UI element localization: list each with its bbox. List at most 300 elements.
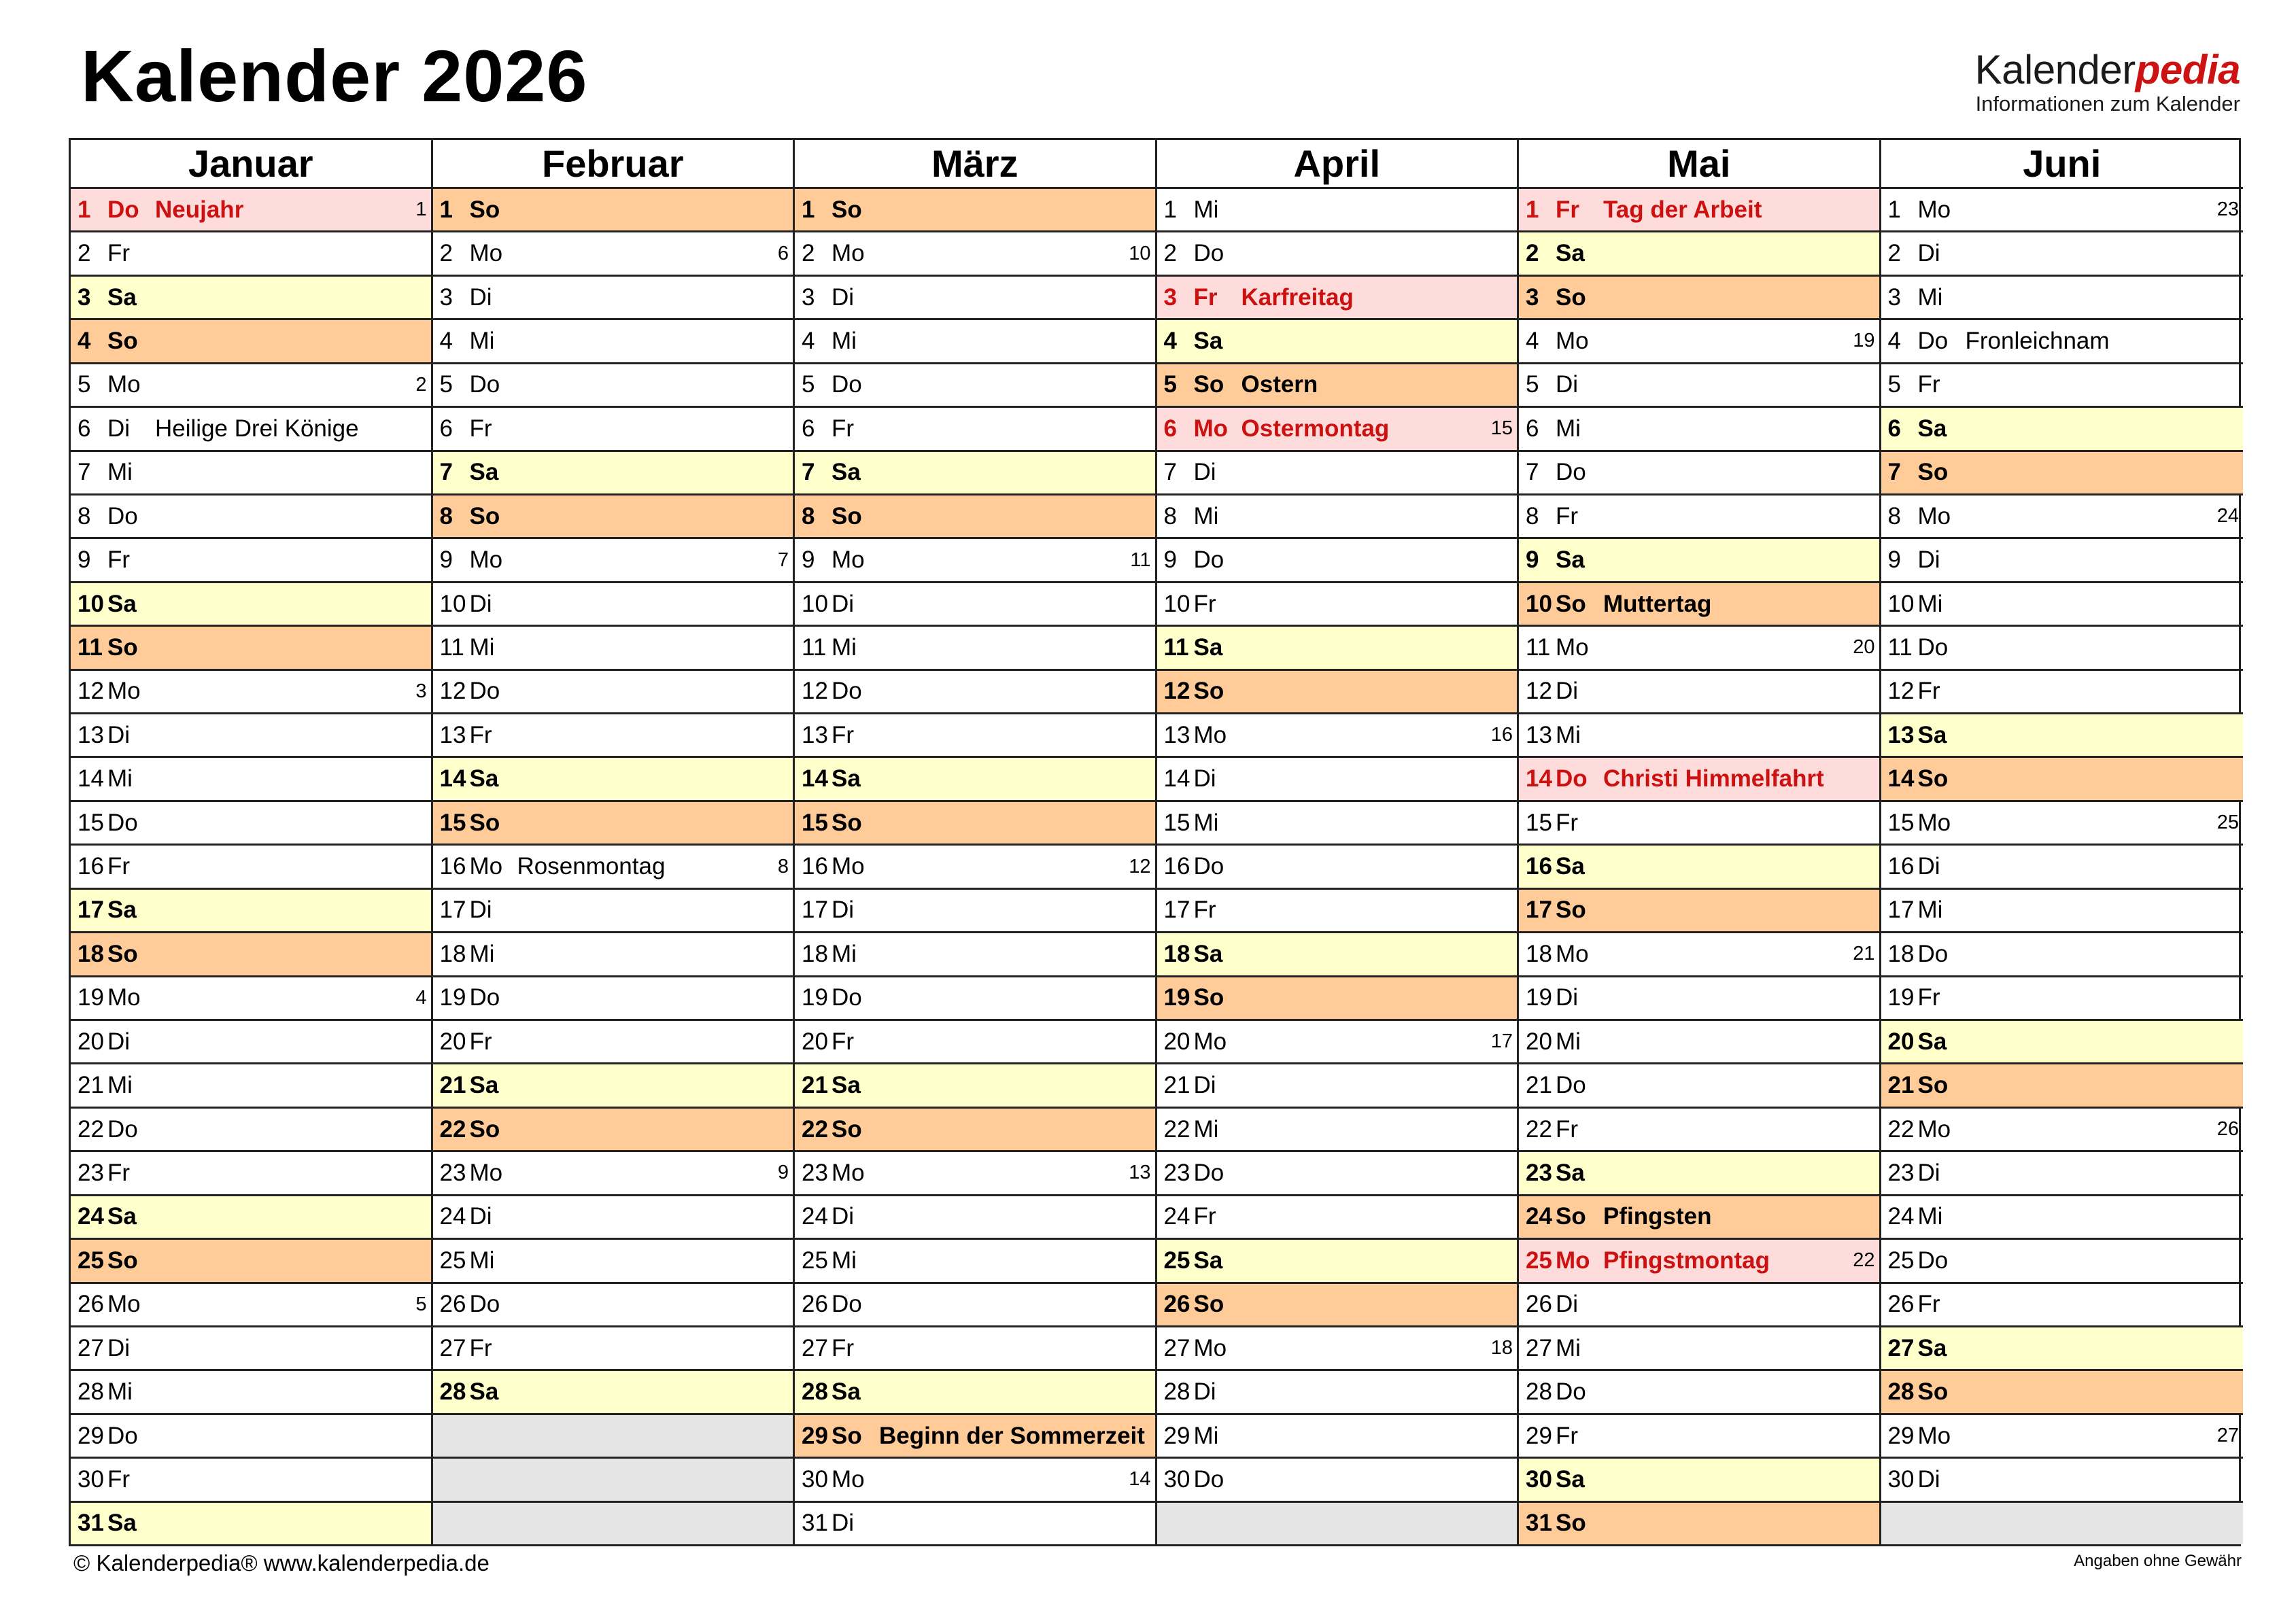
day-number: 17: [439, 897, 466, 924]
day-row: [1519, 232, 1879, 276]
day-row: [1519, 408, 1879, 451]
weekday: Do: [1556, 765, 1588, 793]
day-row: [1157, 933, 1518, 977]
day-number: 24: [78, 1203, 104, 1230]
day-list: [795, 189, 1155, 1544]
day-number: 28: [439, 1378, 466, 1406]
day-row: [795, 364, 1155, 408]
month-header: Februar: [433, 140, 793, 189]
day-number: 19: [1887, 984, 1915, 1011]
day-number: 5: [1163, 371, 1177, 398]
weekday: Sa: [832, 1072, 861, 1099]
day-row: [795, 320, 1155, 364]
weekday: Mi: [1917, 283, 1943, 311]
day-number: 25: [78, 1247, 104, 1274]
day-number: 22: [1163, 1115, 1190, 1143]
day-row: [433, 1196, 793, 1240]
day-row: [71, 1021, 431, 1064]
week-number: 26: [2216, 1118, 2239, 1141]
week-number: 7: [777, 549, 789, 571]
day-row: [433, 277, 793, 320]
holiday-label: Muttertag: [1603, 590, 1712, 617]
weekday: Mo: [1556, 327, 1589, 354]
day-row: [433, 583, 793, 627]
weekday: Fr: [1917, 371, 1940, 398]
day-number: 28: [1163, 1378, 1190, 1406]
weekday: So: [1556, 283, 1586, 311]
day-number: 11: [1163, 633, 1189, 661]
weekday: Do: [107, 809, 138, 836]
day-row: [71, 671, 431, 714]
day-number: 3: [802, 283, 815, 311]
day-row: [1881, 1327, 2244, 1371]
day-number: 27: [78, 1334, 104, 1361]
weekday: Do: [1917, 327, 1949, 354]
day-row: [1519, 277, 1879, 320]
day-row: [1157, 1284, 1518, 1327]
weekday: Mi: [832, 327, 857, 354]
weekday: Di: [1917, 240, 1940, 267]
day-row: [71, 539, 431, 583]
day-row: [1519, 1109, 1879, 1152]
day-row: [71, 933, 431, 977]
month-header: April: [1157, 140, 1518, 189]
day-number: 6: [78, 415, 91, 442]
day-row: [433, 1109, 793, 1152]
day-number: 13: [1163, 721, 1190, 748]
weekday: Do: [1917, 633, 1949, 661]
day-row: [1519, 1415, 1879, 1459]
day-row: [433, 539, 793, 583]
day-number: 5: [802, 371, 815, 398]
day-number: 10: [1163, 590, 1190, 617]
weekday: Mi: [832, 633, 857, 661]
weekday: Do: [1193, 1159, 1224, 1186]
day-row: [433, 714, 793, 758]
day-number: 10: [1887, 590, 1915, 617]
weekday: Di: [469, 897, 492, 924]
day-row: [433, 452, 793, 495]
empty-day-cell: [433, 1503, 793, 1544]
week-number: 3: [415, 680, 427, 702]
weekday: Sa: [1556, 1465, 1585, 1493]
weekday: Do: [107, 502, 138, 529]
day-number: 24: [802, 1203, 828, 1230]
day-row: [1881, 189, 2244, 232]
weekday: Sa: [1917, 1334, 1947, 1361]
weekday: Do: [832, 371, 862, 398]
weekday: Mi: [1193, 1115, 1219, 1143]
weekday: Do: [832, 984, 862, 1011]
weekday: Mi: [832, 940, 857, 967]
month-column-januar: [71, 140, 433, 1544]
day-row: [1519, 802, 1879, 846]
day-number: 22: [78, 1115, 104, 1143]
weekday: Sa: [1917, 415, 1947, 442]
day-row: [795, 627, 1155, 670]
day-row: [1157, 671, 1518, 714]
weekday: Mi: [1193, 1422, 1219, 1449]
day-number: 6: [1526, 415, 1539, 442]
weekday: So: [1556, 897, 1586, 924]
empty-day-cell: [433, 1415, 793, 1459]
day-row: [1881, 1109, 2244, 1152]
weekday: Mi: [1917, 1203, 1943, 1230]
day-number: 26: [78, 1291, 104, 1318]
day-row: [1157, 320, 1518, 364]
day-number: 15: [439, 809, 466, 836]
day-row: [1519, 1240, 1879, 1283]
day-number: 20: [1526, 1028, 1552, 1055]
day-row: [71, 495, 431, 539]
day-number: 5: [1887, 371, 1901, 398]
day-row: [795, 977, 1155, 1021]
weekday: Sa: [832, 459, 861, 486]
day-number: 20: [439, 1028, 466, 1055]
day-row: [1881, 364, 2244, 408]
day-row: [71, 977, 431, 1021]
day-number: 19: [1163, 984, 1190, 1011]
weekday: Mi: [107, 1378, 133, 1406]
day-number: 11: [802, 633, 827, 661]
day-number: 9: [439, 546, 453, 574]
day-number: 12: [439, 678, 466, 705]
weekday: Fr: [107, 853, 131, 880]
day-row: [1519, 846, 1879, 889]
empty-day-cell: [1157, 1503, 1518, 1544]
day-number: 17: [1163, 897, 1190, 924]
logo-wordmark: [1975, 48, 2240, 92]
day-row: [1881, 890, 2244, 933]
day-number: 14: [439, 765, 466, 793]
day-number: 18: [802, 940, 828, 967]
day-number: 11: [1887, 633, 1913, 661]
month-column-februar: [433, 140, 795, 1544]
weekday: Do: [1917, 940, 1949, 967]
weekday: Sa: [469, 765, 499, 793]
day-row: [71, 1371, 431, 1414]
weekday: Mi: [469, 633, 495, 661]
weekday: Do: [469, 984, 500, 1011]
day-row: [71, 758, 431, 801]
weekday: Mo: [469, 240, 503, 267]
day-row: [71, 627, 431, 670]
day-number: 2: [802, 240, 815, 267]
week-number: 21: [1853, 943, 1875, 965]
day-row: [71, 364, 431, 408]
day-number: 25: [1526, 1247, 1552, 1274]
weekday: Di: [1556, 984, 1579, 1011]
weekday: Sa: [832, 765, 861, 793]
day-row: [795, 890, 1155, 933]
weekday: Fr: [1193, 897, 1216, 924]
day-row: [1881, 1459, 2244, 1502]
footer-disclaimer: Angaben ohne Gewähr: [2074, 1552, 2242, 1570]
day-number: 12: [78, 678, 104, 705]
day-number: 9: [802, 546, 815, 574]
day-row: [1881, 1284, 2244, 1327]
weekday: Mo: [469, 1159, 503, 1186]
weekday: Sa: [1556, 1159, 1585, 1186]
day-row: [1157, 1196, 1518, 1240]
week-number: 12: [1129, 855, 1151, 877]
day-number: 12: [1526, 678, 1552, 705]
day-row: [71, 890, 431, 933]
day-number: 7: [1526, 459, 1539, 486]
day-number: 23: [1163, 1159, 1190, 1186]
day-row: [1519, 933, 1879, 977]
weekday: Di: [107, 1334, 131, 1361]
day-number: 1: [1526, 196, 1539, 223]
day-row: [71, 1152, 431, 1196]
day-row: [1157, 714, 1518, 758]
weekday: Sa: [469, 1378, 499, 1406]
weekday: Mo: [1556, 633, 1589, 661]
day-row: [433, 364, 793, 408]
day-number: 16: [439, 853, 466, 880]
month-column-mai: [1519, 140, 1881, 1544]
day-row: [795, 802, 1155, 846]
day-row: [1157, 1415, 1518, 1459]
day-number: 5: [78, 371, 91, 398]
day-number: 10: [1526, 590, 1552, 617]
day-number: 4: [1526, 327, 1539, 354]
holiday-label: Rosenmontag: [517, 853, 666, 880]
weekday: Fr: [1917, 984, 1940, 1011]
weekday: Mi: [1193, 196, 1219, 223]
day-number: 29: [1163, 1422, 1190, 1449]
weekday: Fr: [469, 721, 492, 748]
month-column-märz: [795, 140, 1157, 1544]
day-number: 21: [78, 1072, 104, 1099]
day-row: [1519, 714, 1879, 758]
weekday: Di: [1917, 1465, 1940, 1493]
day-number: 26: [439, 1291, 466, 1318]
day-row: [433, 627, 793, 670]
day-row: [1157, 890, 1518, 933]
week-number: 4: [415, 986, 427, 1009]
day-number: 1: [1163, 196, 1177, 223]
weekday: Di: [1193, 765, 1216, 793]
week-number: 27: [2216, 1425, 2239, 1447]
day-row: [1157, 627, 1518, 670]
weekday: Di: [832, 1203, 855, 1230]
holiday-label: Tag der Arbeit: [1603, 196, 1762, 223]
day-list: [1881, 189, 2244, 1544]
footer-copyright: © Kalenderpedia® www.kalenderpedia.de: [73, 1550, 490, 1576]
day-number: 12: [1163, 678, 1190, 705]
day-row: [1157, 408, 1518, 451]
day-row: [1881, 1240, 2244, 1283]
weekday: Do: [1917, 1247, 1949, 1274]
day-number: 19: [78, 984, 104, 1011]
day-row: [71, 583, 431, 627]
week-number: 19: [1853, 330, 1875, 352]
day-number: 17: [802, 897, 828, 924]
day-row: [1881, 802, 2244, 846]
weekday: Sa: [107, 1203, 137, 1230]
weekday: Sa: [1917, 1028, 1947, 1055]
day-row: [71, 232, 431, 276]
day-number: 24: [1526, 1203, 1552, 1230]
weekday: Fr: [1917, 1291, 1940, 1318]
day-number: 18: [1526, 940, 1552, 967]
day-number: 11: [439, 633, 464, 661]
day-row: [1881, 1196, 2244, 1240]
day-row: [1157, 189, 1518, 232]
weekday: Di: [107, 415, 131, 442]
day-number: 17: [78, 897, 104, 924]
weekday: Do: [107, 1422, 138, 1449]
weekday: Sa: [107, 283, 137, 311]
day-number: 8: [1526, 502, 1539, 529]
weekday: Mo: [1917, 1422, 1951, 1449]
day-row: [1881, 495, 2244, 539]
day-row: [1157, 1152, 1518, 1196]
weekday: Fr: [832, 1334, 855, 1361]
day-number: 3: [1526, 283, 1539, 311]
logo-tagline: Informationen zum Kalender: [1975, 92, 2240, 116]
day-row: [1881, 277, 2244, 320]
day-row: [433, 1021, 793, 1064]
weekday: Di: [1556, 678, 1579, 705]
weekday: So: [1193, 984, 1224, 1011]
weekday: Do: [1556, 1072, 1586, 1099]
day-number: 29: [1526, 1422, 1552, 1449]
day-row: [1157, 1240, 1518, 1283]
month-header: Januar: [71, 140, 431, 189]
month-header: März: [795, 140, 1155, 189]
day-row: [1157, 1327, 1518, 1371]
day-number: 31: [802, 1510, 828, 1537]
week-number: 10: [1129, 242, 1151, 264]
day-number: 4: [802, 327, 815, 354]
day-row: [1881, 627, 2244, 670]
weekday: So: [1556, 1510, 1586, 1537]
day-number: 27: [802, 1334, 828, 1361]
day-number: 16: [1163, 853, 1190, 880]
weekday: Fr: [1556, 196, 1579, 223]
day-number: 7: [439, 459, 453, 486]
day-row: [1157, 977, 1518, 1021]
day-row: [433, 1371, 793, 1414]
holiday-label: Fronleichnam: [1965, 327, 2110, 354]
weekday: Mo: [832, 853, 865, 880]
day-row: [433, 671, 793, 714]
weekday: So: [1556, 1203, 1586, 1230]
day-number: 7: [1887, 459, 1901, 486]
holiday-label: Christi Himmelfahrt: [1603, 765, 1824, 793]
day-number: 1: [78, 196, 91, 223]
weekday: Sa: [832, 1378, 861, 1406]
day-number: 15: [1163, 809, 1190, 836]
week-number: 25: [2216, 812, 2239, 834]
weekday: Mo: [1917, 196, 1951, 223]
week-number: 16: [1490, 724, 1513, 746]
weekday: Fr: [1556, 1115, 1579, 1143]
week-number: 22: [1853, 1249, 1875, 1272]
weekday: Do: [469, 678, 500, 705]
weekday: Di: [1193, 1072, 1216, 1099]
day-row: [795, 1415, 1155, 1459]
day-row: [71, 1196, 431, 1240]
day-number: 11: [78, 633, 103, 661]
weekday: Sa: [1193, 940, 1223, 967]
day-row: [795, 583, 1155, 627]
weekday: So: [1917, 1378, 1949, 1406]
day-number: 14: [802, 765, 828, 793]
day-row: [1157, 539, 1518, 583]
day-number: 4: [1887, 327, 1901, 354]
weekday: So: [1917, 1072, 1949, 1099]
day-row: [1157, 1459, 1518, 1502]
day-number: 13: [1526, 721, 1552, 748]
weekday: Mo: [1917, 502, 1951, 529]
weekday: Mo: [1917, 1115, 1951, 1143]
day-row: [71, 408, 431, 451]
weekday: Do: [832, 1291, 862, 1318]
day-number: 16: [1887, 853, 1915, 880]
day-list: [71, 189, 431, 1544]
week-number: 8: [777, 855, 789, 877]
weekday: Di: [469, 1203, 492, 1230]
day-number: 2: [78, 240, 91, 267]
logo-brand-part-b: pedia: [2135, 47, 2240, 92]
day-row: [1881, 539, 2244, 583]
weekday: So: [469, 196, 500, 223]
weekday: Fr: [107, 1159, 131, 1186]
weekday: Di: [1917, 1159, 1940, 1186]
day-number: 8: [78, 502, 91, 529]
weekday: Do: [1556, 459, 1586, 486]
day-row: [433, 1152, 793, 1196]
day-number: 22: [802, 1115, 828, 1143]
weekday: Mo: [107, 984, 141, 1011]
day-row: [795, 758, 1155, 801]
day-number: 27: [1163, 1334, 1190, 1361]
day-number: 21: [439, 1072, 466, 1099]
day-list: [1519, 189, 1879, 1544]
day-number: 4: [439, 327, 453, 354]
day-number: 8: [1163, 502, 1177, 529]
day-row: [433, 1064, 793, 1108]
day-row: [1157, 758, 1518, 801]
month-column-juni: [1881, 140, 2244, 1544]
day-row: [1519, 452, 1879, 495]
day-row: [1519, 1284, 1879, 1327]
day-number: 11: [1526, 633, 1551, 661]
weekday: Fr: [107, 240, 131, 267]
day-number: 8: [1887, 502, 1901, 529]
weekday: Di: [832, 283, 855, 311]
weekday: Do: [1193, 240, 1224, 267]
week-number: 18: [1490, 1337, 1513, 1359]
day-row: [71, 1240, 431, 1283]
kalenderpedia-logo: [1975, 48, 2240, 116]
month-column-april: [1157, 140, 1520, 1544]
weekday: Mo: [832, 1465, 865, 1493]
day-row: [71, 714, 431, 758]
day-row: [433, 1284, 793, 1327]
day-number: 29: [802, 1422, 828, 1449]
weekday: Di: [1193, 459, 1216, 486]
day-number: 9: [78, 546, 91, 574]
weekday: Mo: [1193, 415, 1229, 442]
holiday-label: Ostermontag: [1241, 415, 1390, 442]
weekday: Di: [832, 1510, 855, 1537]
day-row: [1519, 1021, 1879, 1064]
week-number: 14: [1129, 1468, 1151, 1491]
